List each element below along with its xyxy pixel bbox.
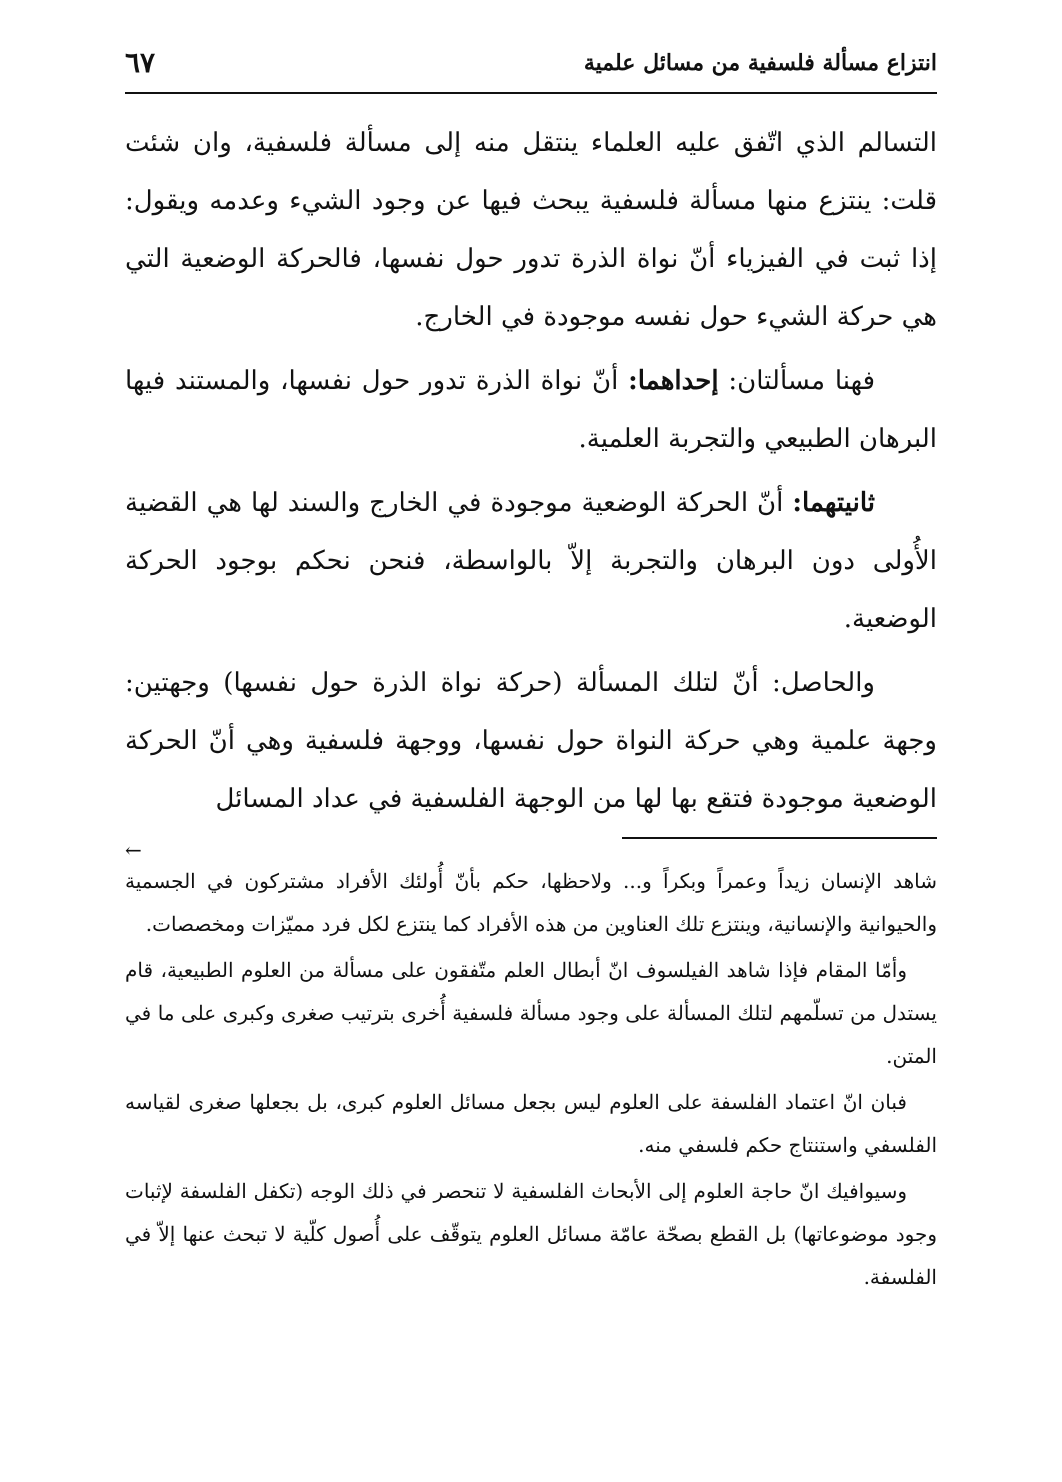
main-text [125, 114, 937, 828]
term-first: إحداهما: [628, 366, 719, 396]
footnotes [125, 860, 937, 1299]
running-header [125, 44, 937, 94]
footnote-paragraph: وسيوافيك انّ حاجة العلوم إلى الأبحاث الفلسفية لا تنحصر في ذلك الوجه (تكفل الفلسفة لإثبات وجود موضوعاتها) بل القطع بصحّة عامّة مسائل العلوم يتوقّف على أُصول كلّية لا تبحث عنها إلاّ في الفلسفة. [125, 1179, 937, 1289]
footnote-paragraph: فبان انّ اعتماد الفلسفة على العلوم ليس بجعل مسائل العلوم كبرى، بل بجعلها صغرى لقياسه الفلسفي واستنتاج حكم فلسفي منه. [125, 1090, 937, 1157]
footnote-separator [622, 837, 937, 839]
paragraph-text: أنّ الحركة الوضعية موجودة في الخارج والسند لها هي القضية الأُولى دون البرهان والتجربة إلاّ بالواسطة، فنحن نحكم بوجود الحركة الوضعية. [125, 488, 937, 634]
term-second: ثانيتهما: [792, 488, 875, 518]
paragraph-text: أنّ نواة الذرة تدور حول نفسها، والمستند فيها البرهان الطبيعي والتجربة العلمية. [125, 366, 937, 454]
paragraph-lead: فهنا مسألتان: [718, 366, 875, 396]
page-number: ٦٧ [125, 46, 156, 79]
main-paragraph: والحاصل: أنّ لتلك المسألة (حركة نواة الذرة حول نفسها) وجهتين: وجهة علمية وهي حركة النواة حول نفسها، ووجهة فلسفية وهي أنّ الحركة الوضعية موجودة فتقع بها لها من الوجهة الفلسفية في عداد المسائل [125, 668, 937, 814]
main-paragraph: التسالم الذي اتّفق عليه العلماء ينتقل منه إلى مسألة فلسفية، وان شئت قلت: ينتزع منها مسألة فلسفية يبحث فيها عن وجود الشيء وعدمه ويقول: إذا ثبت في الفيزياء أنّ نواة الذرة تدور حول نفسها، فالحركة الوضعية التي هي حركة الشيء حول نفسه موجودة في الخارج. [125, 128, 937, 332]
continuation-arrow-icon: ← [125, 838, 142, 862]
footnote-paragraph: شاهد الإنسان زيداً وعمراً وبكراً و... ولاحظها، حكم بأنّ أُولئك الأفراد مشتركون في الجسمية والحيوانية والإنسانية، وينتزع تلك العناوين من هذه الأفراد كما ينتزع لكل فرد مميّزات ومخصصات. [125, 869, 937, 936]
main-paragraph [125, 352, 937, 468]
footnote-paragraph: وأمّا المقام فإذا شاهد الفيلسوف انّ أبطال العلم متّفقون على مسألة من العلوم الطبيعية، قام يستدل من تسلّمهم لتلك المسألة على وجود مسألة فلسفية أُخرى بترتيب صغرى وكبرى على ما في المتن. [125, 958, 937, 1068]
running-header-title: انتزاع مسألة فلسفية من مسائل علمية [583, 50, 937, 76]
main-paragraph [125, 474, 937, 648]
